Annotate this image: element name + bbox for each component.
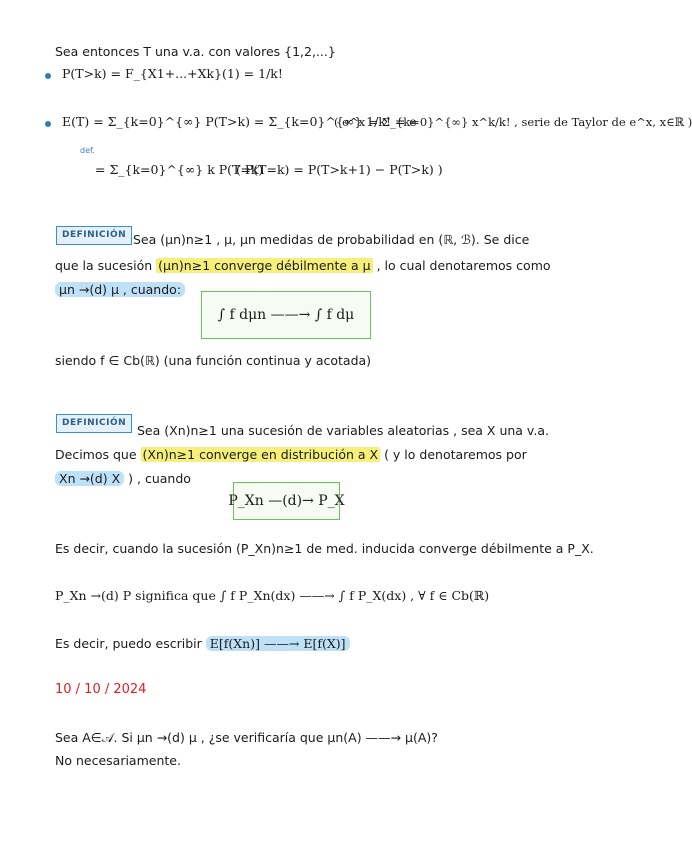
def2-line2-post: ( y lo denotaremos por (384, 447, 527, 462)
def1-line2 (55, 258, 551, 274)
def1-line3 (55, 282, 185, 298)
intro-line: Sea entonces T una v.a. con valores {1,2,...} (55, 44, 336, 59)
def2-line3 (55, 471, 191, 487)
def1-line2-pre: que la sucesión (55, 258, 153, 273)
pmf-identity-line: ( P(T=k) = P(T>k+1) − P(T>k) ) (236, 162, 443, 177)
prob-t-line: P(T>k) = F_{X1+...+Xk}(1) = 1/k! (62, 66, 283, 81)
def2-line1: Sea (Xn)n≥1 una sucesión de variables aleatorias , sea X una v.a. (137, 423, 549, 438)
expectation-form-line (55, 636, 350, 652)
def1-line1: Sea (μn)n≥1 , μ, μn medidas de probabilidad en (ℝ, ℬ). Se dice (133, 232, 530, 247)
distribution-convergence-box: P_Xn —(d)→ P_X (233, 482, 340, 520)
definition-badge: DEFINICIÓN (56, 226, 132, 245)
definition-tag: def. (80, 146, 95, 155)
question-line: Sea A∈𝒜. Si μn →(d) μ , ¿se verificaría que μn(A) ——→ μ(A)? (55, 730, 438, 745)
date-heading: 10 / 10 / 2024 (55, 682, 147, 697)
answer-line: No necesariamente. (55, 753, 181, 768)
expectation-sum-line: = Σ_{k=0}^{∞} k P(T=k) (95, 162, 264, 177)
expectation-line: E(T) = Σ_{k=0}^{∞} P(T>k) = Σ_{k=0}^{∞} 1/k! = e (62, 114, 417, 129)
weak-convergence-box: ∫ f dμn ——→ ∫ f dμ (201, 291, 371, 339)
def1-line4: siendo f ∈ Cb(ℝ) (una función continua y acotada) (55, 353, 372, 368)
def2-line3-post: ) , cuando (128, 471, 191, 486)
def2-line2 (55, 447, 527, 463)
def1-line2-post: , lo cual denotaremos como (376, 258, 551, 273)
meaning-line: P_Xn →(d) P significa que ∫ f P_Xn(dx) ——→ ∫ f P_X(dx) , ∀ f ∈ Cb(ℝ) (55, 588, 490, 603)
def2-line2-pre: Decimos que (55, 447, 137, 462)
bullet-icon (45, 73, 51, 79)
taylor-series-note: ( e^x = Σ_{k=0}^{∞} x^k/k! , serie de Taylor de e^x, x∈ℝ ) (334, 115, 692, 129)
weak-convergence-highlight: (μn)n≥1 converge débilmente a μ (158, 258, 371, 273)
distribution-convergence-highlight: (Xn)n≥1 converge en distribución a X (142, 447, 379, 462)
bullet-icon (45, 121, 51, 127)
expectation-form-pre: Es decir, puedo escribir (55, 636, 202, 651)
def1-notation: μn →(d) μ , cuando: (55, 282, 185, 297)
definition-badge: DEFINICIÓN (56, 414, 132, 433)
expectation-form-highlight: E[f(Xn)] ——→ E[f(X)] (206, 636, 350, 651)
induced-measure-line: Es decir, cuando la sucesión (P_Xn)n≥1 de med. inducida converge débilmente a P_X. (55, 541, 594, 556)
def2-notation: Xn →(d) X (55, 471, 124, 486)
